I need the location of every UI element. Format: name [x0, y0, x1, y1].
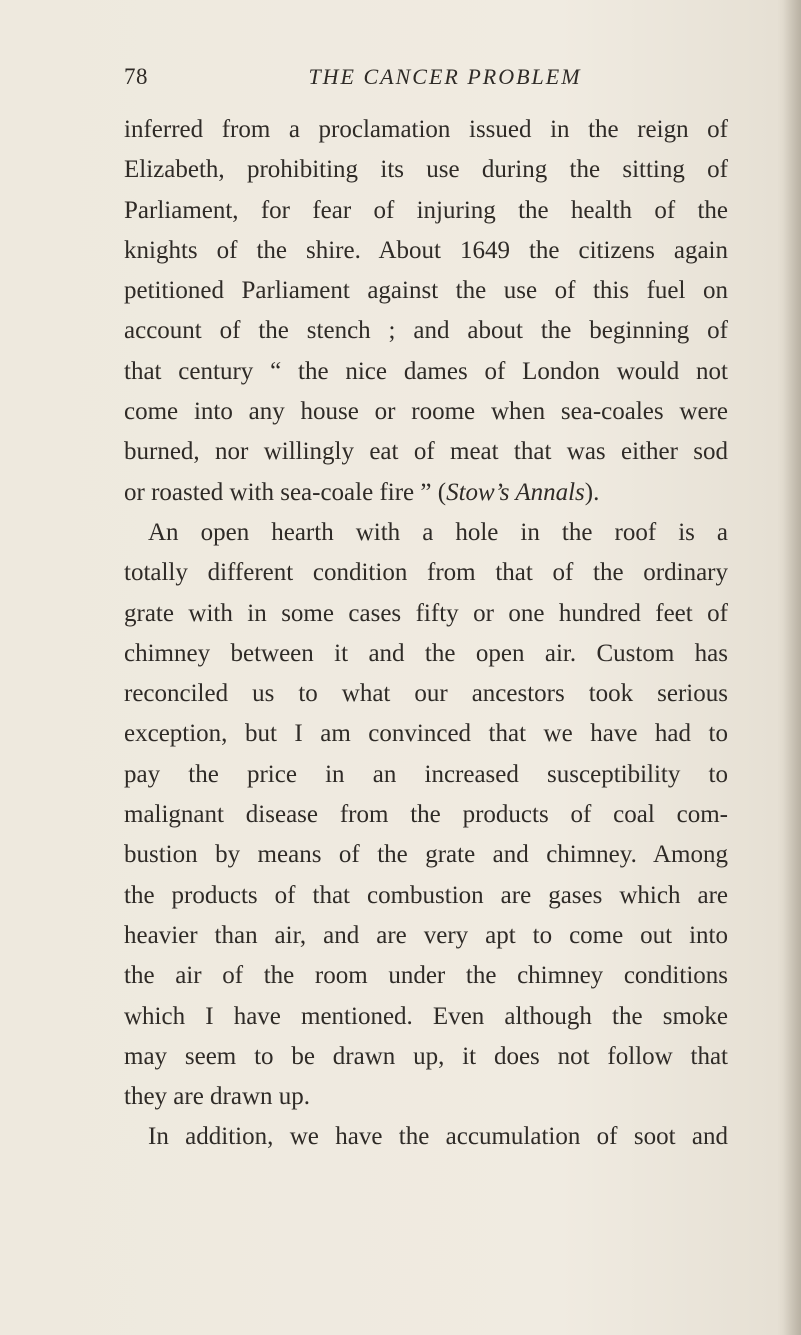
text-line: chimney between it and the open air. Custom has [124, 639, 728, 667]
text-line: totally different condition from that of the ordinary [124, 559, 728, 587]
text-line: pay the price in an increased susceptibility to [124, 760, 728, 788]
text-line: may seem to be drawn up, it does not follow that [124, 1042, 728, 1070]
text-line: grate with in some cases fifty or one hundred feet of [124, 599, 728, 627]
citation-close: ). [584, 478, 600, 506]
text-line: burned, nor willingly eat of meat that was either sod [124, 438, 728, 466]
text-line: that century “ the nice dames of London would not [124, 357, 728, 385]
citation: Stow’s Annals [446, 478, 585, 506]
text-segment: or roasted with sea-coale fire ” ( [124, 478, 447, 506]
paragraph-start-line: In addition, we have the accumulation of soot and [148, 1123, 728, 1151]
body-text [124, 110, 728, 1158]
paragraph-end-line: they are drawn up. [124, 1083, 311, 1111]
page-header [124, 64, 728, 104]
text-line: the products of that combustion are gases which are [124, 881, 728, 909]
text-line: heavier than air, and are very apt to come out into [124, 921, 728, 949]
page-edge-shadow [783, 0, 801, 1335]
text-line: account of the stench ; and about the beginning of [124, 317, 728, 345]
text-line: which I have mentioned. Even although the smoke [124, 1002, 728, 1030]
page-number: 78 [124, 64, 148, 89]
text-line: reconciled us to what our ancestors took serious [124, 680, 728, 708]
text-line: inferred from a proclamation issued in the reign of [124, 116, 728, 143]
text-line: the air of the room under the chimney conditions [124, 962, 728, 990]
text-line-with-citation [124, 473, 728, 513]
text-line: knights of the shire. About 1649 the citizens again [124, 236, 728, 264]
text-line: petitioned Parliament against the use of this fuel on [124, 277, 728, 305]
paragraph-start-line: An open hearth with a hole in the roof is a [148, 518, 728, 546]
text-line: Elizabeth, prohibiting its use during the sitting of [124, 156, 728, 184]
text-line: malignant disease from the products of coal com- [124, 801, 728, 829]
text-line: exception, but I am convinced that we have had to [124, 720, 728, 748]
text-line: come into any house or roome when sea-coales were [124, 398, 728, 426]
text-line: bustion by means of the grate and chimney. Among [124, 841, 728, 869]
text-line: Parliament, for fear of injuring the health of the [124, 196, 728, 224]
running-title: THE CANCER PROBLEM [308, 64, 582, 89]
